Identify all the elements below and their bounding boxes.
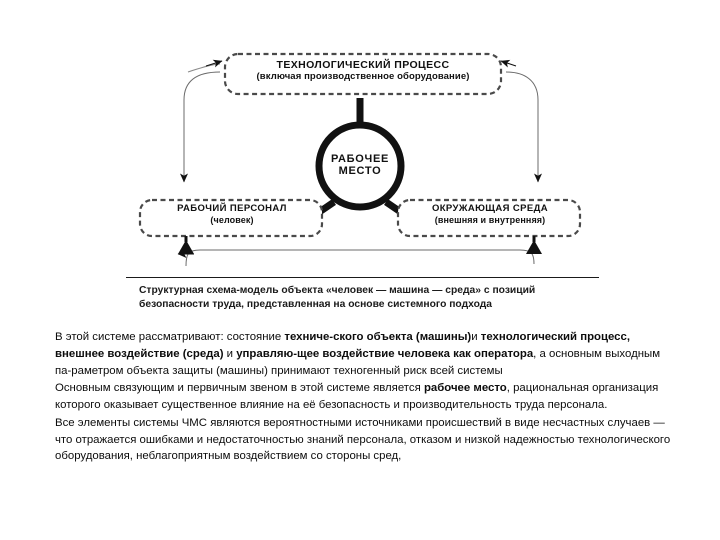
environment-subtitle: (внешняя и внутренняя) (434, 214, 546, 225)
text-run: Основным связующим и первичным звеном в этой системе является (55, 382, 424, 395)
right-feedback-loop (506, 72, 538, 182)
diagram-caption: Структурная схема-модель объекта «человек — машина — среда» с позиций безопасности труда, представленная на основе системного подхода (139, 285, 536, 311)
text-run-bold: техниче-ского объекта (машины) (284, 331, 472, 343)
text-run: , рациональная организация которого оказывает существенное влияние на её безопасность и производительность труда персонала. (55, 382, 659, 412)
node-label-personnel (142, 204, 322, 225)
text-run: , а основным выходным па-раметром объекта защиты (машины) принимают техногенный риск всей системы (55, 347, 661, 377)
paragraph-p1 (55, 329, 675, 379)
paragraph-p2 (55, 380, 675, 414)
workplace-subtitle: МЕСТО (338, 165, 382, 178)
arrow-into-process-right (501, 61, 516, 66)
node-label-environment (400, 204, 580, 225)
body-text-block (55, 329, 675, 466)
personnel-subtitle: (человек) (210, 214, 254, 225)
bottom-connector (178, 250, 534, 266)
personnel-title: РАБОЧИЙ ПЕРСОНАЛ (177, 203, 287, 214)
node-label-process (228, 60, 498, 82)
left-feedback-loop (184, 64, 220, 182)
diagram-figure (120, 14, 600, 319)
text-run-bold: рабочее место (423, 382, 507, 395)
text-run-bold: управляю-щее воздействие человека как оператора (236, 347, 534, 360)
node-label-workplace (298, 153, 422, 178)
text-run-bold: технологический процесс, внешнее воздействие (среда) (55, 331, 631, 360)
bottom-arrowheads (178, 240, 542, 254)
process-title: ТЕХНОЛОГИЧЕСКИЙ ПРОЦЕСС (276, 59, 450, 71)
diagram-graphic (120, 14, 600, 274)
workplace-title: РАБОЧЕЕ (330, 153, 390, 165)
process-subtitle: (включая производственное оборудование) (256, 70, 470, 82)
paragraph-p3 (55, 415, 675, 465)
text-run: Все элементы системы ЧМС являются вероятностными источниками происшествий в виде несчастных случаев — что отражается ошибками и недостаточностью знаний персонала, отказом и низкой надежностью технологического оборудования, неблагоприятным воздействием со стороны сред, (55, 416, 671, 463)
text-run: и (223, 347, 237, 360)
text-run: В этой системе рассматривают: состояние (55, 331, 285, 343)
caption-divider (126, 277, 599, 278)
environment-title: ОКРУЖАЮЩАЯ СРЕДА (431, 203, 549, 214)
text-run: и (471, 331, 481, 343)
